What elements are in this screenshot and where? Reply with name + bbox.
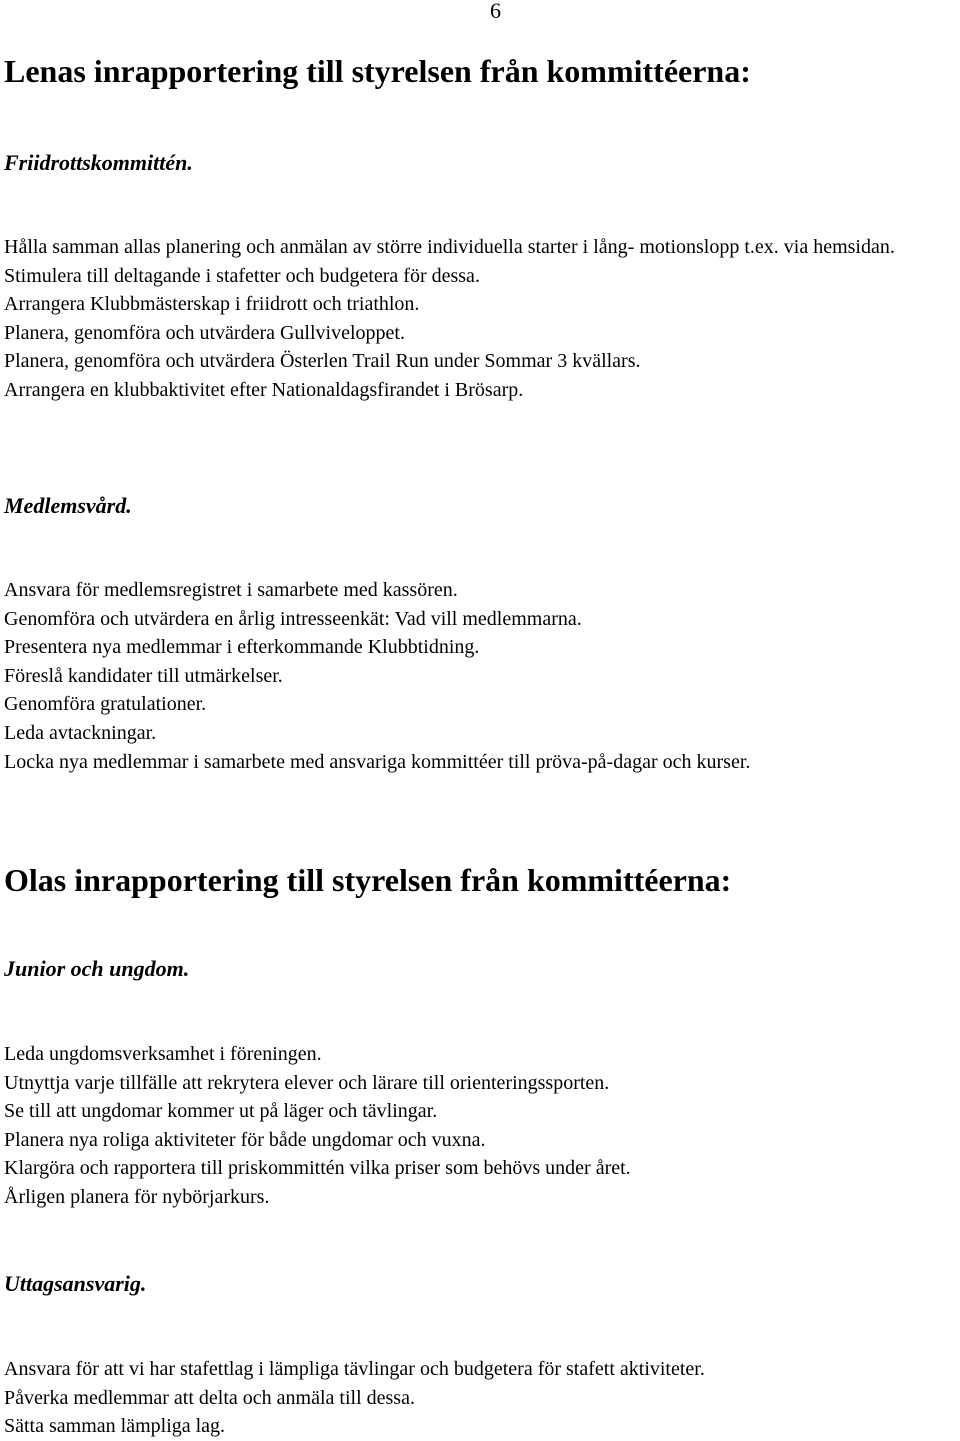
list-item: Föreslå kandidater till utmärkelser. (4, 664, 283, 687)
list-item: Planera, genomföra och utvärdera Gullviveloppet. (4, 321, 405, 344)
list-item: Sätta samman lämpliga lag. (4, 1415, 226, 1438)
list-item: Klargöra och rapportera till priskommittén vilka priser som behövs under året. (4, 1157, 631, 1180)
list-item: Årligen planera för nybörjarkurs. (4, 1185, 270, 1208)
friidrott-task-list (4, 233, 956, 405)
list-item: Påverka medlemmar att delta och anmäla till dessa. (4, 1386, 415, 1409)
section-title-lena: Lenas inrapportering till styrelsen från kommittéerna: (4, 53, 751, 89)
page-number: 6 (490, 0, 501, 23)
committee-heading-uttag: Uttagsansvarig. (4, 1271, 147, 1296)
list-item: Genomföra gratulationer. (4, 693, 207, 716)
list-item: Leda ungdomsverksamhet i föreningen. (4, 1043, 322, 1065)
list-item: Hålla samman allas planering och anmälan av större individuella starter i lång- motionslopp t.ex. via hemsidan. (4, 236, 895, 258)
list-item: Presentera nya medlemmar i efterkommande Klubbtidning. (4, 636, 480, 659)
junior-task-list (4, 1040, 631, 1212)
list-item: Utnyttja varje tillfälle att rekrytera elever och lärare till orienteringssporten. (4, 1071, 610, 1094)
list-item: Planera, genomföra och utvärdera Österlen Trail Run under Sommar 3 kvällars. (4, 350, 641, 373)
uttag-task-list (4, 1355, 705, 1441)
list-item: Stimulera till deltagande i stafetter och budgetera för dessa. (4, 264, 480, 287)
section-title-ola: Olas inrapportering till styrelsen från kommittéerna: (4, 862, 732, 898)
list-item: Ansvara för medlemsregistret i samarbete med kassören. (4, 579, 458, 601)
list-item: Locka nya medlemmar i samarbete med ansvariga kommittéer till pröva-på-dagar och kurser. (4, 750, 751, 773)
list-item: Genomföra och utvärdera en årlig intresseenkät: Vad vill medlemmarna. (4, 607, 582, 630)
list-item: Ansvara för att vi har stafettlag i lämpliga tävlingar och budgetera för stafett aktiviteter. (4, 1358, 705, 1380)
medlemsvard-task-list (4, 576, 750, 776)
list-item: Se till att ungdomar kommer ut på läger och tävlingar. (4, 1100, 438, 1123)
committee-heading-junior: Junior och ungdom. (4, 956, 190, 981)
list-item: Arrangera Klubbmästerskap i friidrott och triathlon. (4, 293, 420, 316)
list-item: Arrangera en klubbaktivitet efter Nationaldagsfirandet i Brösarp. (4, 378, 524, 401)
list-item: Planera nya roliga aktiviteter för både ungdomar och vuxna. (4, 1128, 486, 1151)
committee-heading-medlemsvard: Medlemsvård. (4, 493, 132, 518)
committee-heading-friidrott: Friidrottskommittén. (4, 150, 193, 175)
list-item: Leda avtackningar. (4, 721, 157, 744)
